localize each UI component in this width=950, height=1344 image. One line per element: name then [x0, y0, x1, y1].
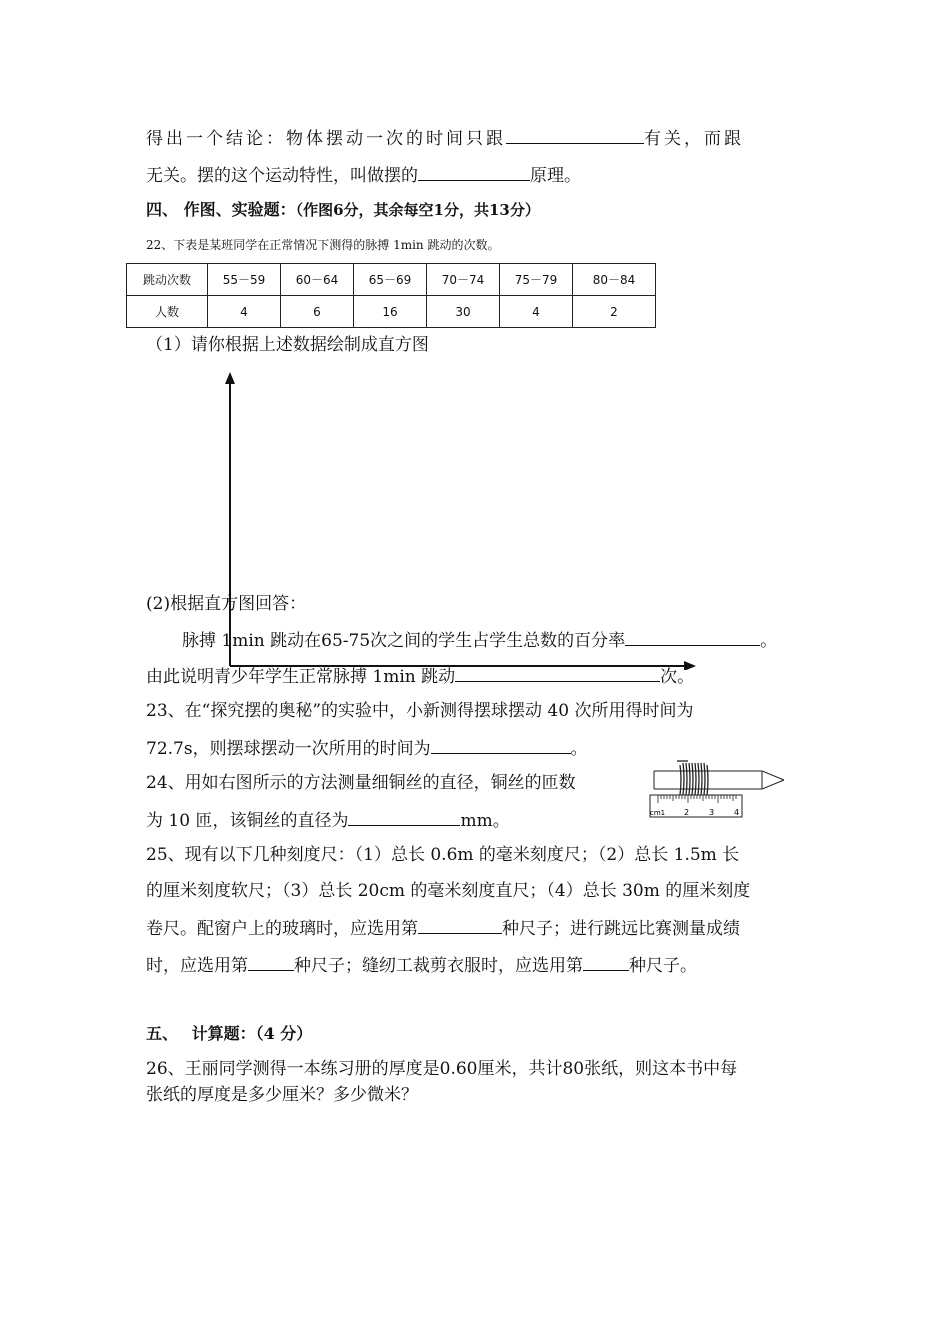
histogram-axes[interactable]	[220, 370, 700, 670]
q22-part2: (2)根据直方图回答：	[146, 594, 307, 614]
q25-blank-3[interactable]	[583, 952, 629, 971]
section4-note: （作图6分，其余每空1分，共13分）	[295, 201, 540, 219]
q22-intro: 22、下表是某班同学在正常情况下测得的脉搏 1min 跳动的次数。	[146, 238, 500, 252]
q24-line1: 24、用如右图所示的方法测量细铜丝的直径，铜丝的匝数	[146, 773, 576, 793]
table-cell: 70－74	[427, 264, 500, 296]
q21-blank-1[interactable]	[506, 125, 644, 144]
q21-line2	[146, 162, 581, 188]
table-cell: 30	[427, 296, 500, 328]
section4-heading	[146, 198, 540, 222]
table-cell: 80－84	[573, 264, 656, 296]
q23-line2	[146, 735, 588, 761]
q24-line2	[146, 807, 510, 833]
section5-heading: 五、 计算题：（4 分）	[146, 1024, 313, 1043]
q25-line3-text: 卷尺。配窗户上的玻璃时，应选用第	[146, 919, 418, 939]
q21-line2-text-a: 无关。摆的这个运动特性，叫做摆的	[146, 166, 418, 186]
q23-line1: 23、在“探究摆的奥秘”的实验中，小新测得摆球摆动 40 次所用得时间为	[146, 701, 694, 721]
q25-line4-text-c: 种尺子。	[629, 956, 697, 976]
table-row	[127, 264, 656, 296]
q22-part2-q2	[146, 663, 694, 689]
q25-line3	[146, 915, 740, 941]
q25-line4	[146, 952, 697, 978]
ruler-label-4: 4	[734, 808, 740, 817]
q21-line1-text-b: 有关，而跟	[644, 129, 744, 149]
table-cell: 16	[354, 296, 427, 328]
q22-q1-text: 脉搏 1min 跳动在65-75次之间的学生占学生总数的百分率	[182, 631, 626, 651]
table-cell: 60－64	[281, 264, 354, 296]
q24-line2-end: mm。	[460, 811, 510, 831]
q24-blank[interactable]	[348, 807, 460, 826]
q25-line2: 的厘米刻度软尺；（3）总长 20cm 的毫米刻度直尺；（4）总长 30m 的厘米刻度	[146, 881, 751, 901]
table-cell: 55－59	[208, 264, 281, 296]
q22-blank-count[interactable]	[455, 663, 660, 682]
q26-line2: 张纸的厚度是多少厘米？多少微米？	[146, 1085, 418, 1105]
pulse-table	[126, 263, 656, 328]
table-cell: 4	[500, 296, 573, 328]
q24-line2-text: 为 10 匝，该铜丝的直径为	[146, 811, 349, 831]
q25-line4-text-b: 种尺子；缝纫工裁剪衣服时，应选用第	[294, 956, 583, 976]
table-cell: 2	[573, 296, 656, 328]
q22-q1-end: 。	[760, 631, 778, 651]
q25-blank-1[interactable]	[418, 915, 502, 934]
table-header-cell: 跳动次数	[127, 264, 208, 296]
table-cell: 75－79	[500, 264, 573, 296]
q22-blank-percent[interactable]	[625, 627, 760, 646]
q21-line1	[146, 125, 744, 151]
ruler-label-2: 2	[684, 808, 690, 817]
table-cell: 4	[208, 296, 281, 328]
q21-line1-text-a: 得出一个结论：物体摆动一次的时间只跟	[146, 129, 506, 149]
q23-blank[interactable]	[431, 735, 571, 754]
q22-q2-end: 次。	[660, 667, 695, 687]
q21-line2-text-b: 原理。	[530, 166, 581, 186]
ruler-label-cm1: cm1	[650, 809, 666, 817]
table-header-cell: 人数	[127, 296, 208, 328]
q25-line1: 25、现有以下几种刻度尺：（1）总长 0.6m 的毫米刻度尺；（2）总长 1.5m 长	[146, 845, 740, 865]
pencil-ruler-figure	[644, 755, 790, 821]
q22-part2-q1	[182, 627, 777, 653]
q22-part1: （1）请你根据上述数据绘制成直方图	[146, 335, 429, 355]
q22-q2-text: 由此说明青少年学生正常脉搏 1min 跳动	[146, 667, 456, 687]
table-cell: 6	[281, 296, 354, 328]
q25-line4-text-a: 时，应选用第	[146, 956, 248, 976]
q23-line2-text: 72.7s，则摆球摆动一次所用的时间为	[146, 739, 431, 759]
q23-line2-end: 。	[570, 739, 588, 759]
table-row	[127, 296, 656, 328]
q26-line1: 26、王丽同学测得一本练习册的厚度是0.60厘米，共计80张纸，则这本书中每	[146, 1059, 738, 1079]
q25-blank-2[interactable]	[248, 952, 294, 971]
q21-blank-2[interactable]	[418, 162, 530, 181]
table-cell: 65－69	[354, 264, 427, 296]
section4-title: 四、 作图、实验题：	[146, 200, 296, 219]
q25-line3-end: 种尺子；进行跳远比赛测量成绩	[502, 919, 740, 939]
ruler-label-3: 3	[709, 808, 715, 817]
